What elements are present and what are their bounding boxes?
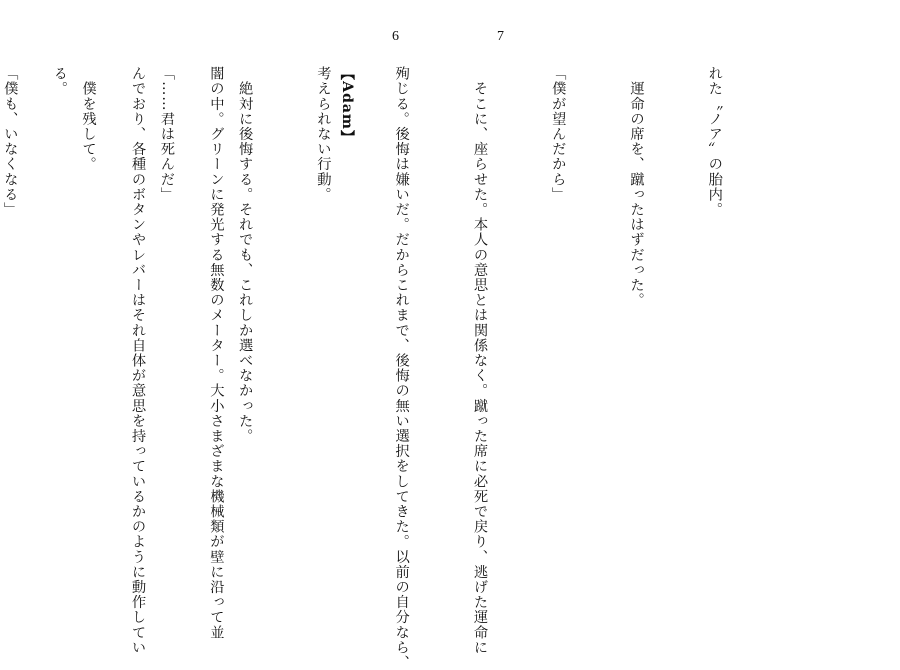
text-line: 「僕が望んだから」 xyxy=(550,66,567,202)
section-heading: 【Adam】 xyxy=(338,66,355,145)
text-line: る。 xyxy=(51,66,68,97)
text-line: んでおり、各種のボタンやレバーはそれ自体が意思を持っているかのように動作してい xyxy=(130,66,147,655)
text-line: 「……君は死んだ」 xyxy=(158,66,175,202)
right-page-text xyxy=(0,66,780,670)
page-number-right: 7 xyxy=(497,29,504,44)
text-line: 絶対に後悔する。それでも、これしか選べなかった。 xyxy=(237,66,254,444)
text-line: 「僕も、いなくなる」 xyxy=(2,66,19,217)
text-line: そこに、座らせた。本人の意思とは関係なく。蹴った席に必死で戻り、逃げた運命に xyxy=(471,66,488,655)
page-number-left: 6 xyxy=(392,29,399,44)
text-line: 運命の席を、蹴ったはずだった。 xyxy=(628,66,645,308)
text-line: 殉じる。後悔は嫌いだ。だからこれまで、後悔の無い選択をしてきた。以前の自分なら、 xyxy=(393,66,410,670)
text-line: 僕を残して。 xyxy=(80,66,97,172)
text-line: 考えられない行動。 xyxy=(315,66,332,202)
text-line: 闇の中。グリーンに発光する無数のメーター。大小さまざまな機械類が壁に沿って並 xyxy=(208,66,225,640)
text-line: れた〝ノア〟の胎内。 xyxy=(706,66,723,217)
